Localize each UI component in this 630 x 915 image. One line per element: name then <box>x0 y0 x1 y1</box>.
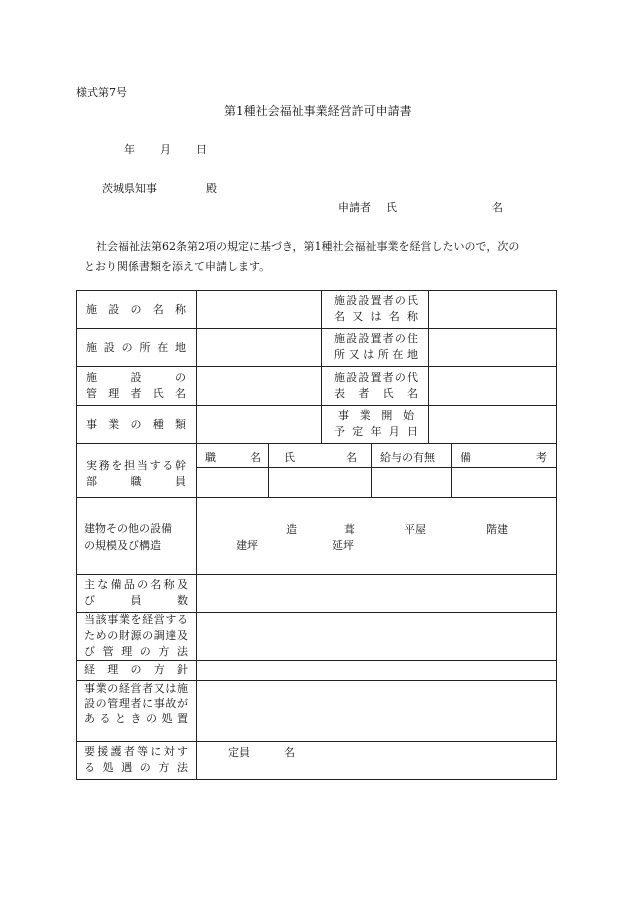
label-manager-line2: 管理者氏名 <box>86 387 186 400</box>
label-start-date-line2: 予定年月日 <box>334 425 418 438</box>
building-nobetsubo: 延坪 <box>332 539 354 552</box>
label-start-date-line1: 事業開始 <box>338 409 414 422</box>
body-text-line2: とおり関係書類を添えて申請します。 <box>84 260 271 273</box>
label-building-line1: 建物その他の設備 <box>84 522 172 535</box>
label-manager-line1: 施設の <box>86 371 186 384</box>
applicant-shi: 氏 <box>386 201 397 214</box>
form-number: 様式第7号 <box>76 86 127 99</box>
capacity-mei: 名 <box>284 746 295 759</box>
applicant-mei: 名 <box>492 201 503 214</box>
date-month: 月 <box>160 143 171 156</box>
col-post-b: 名 <box>250 451 261 464</box>
label-treatment-line2: る処遇の方法 <box>84 761 188 774</box>
label-business-type: 事業の種類 <box>86 418 186 431</box>
col-name-a: 氏 <box>284 451 295 464</box>
label-staff-line2: 部職員 <box>86 475 186 488</box>
building-fuki: 葺 <box>344 523 355 536</box>
label-accident: 事業の経営者又は施設の管理者に事故があるときの処置 <box>84 682 188 725</box>
capacity-teiin: 定員 <box>228 746 250 759</box>
label-facility-name: 施設の名称 <box>86 303 186 316</box>
building-hiraya: 平屋 <box>404 523 426 536</box>
label-facility-address: 施設の所在地 <box>86 341 186 354</box>
date-year: 年 <box>124 143 135 156</box>
addressee-governor: 茨城県知事 <box>102 182 157 195</box>
label-staff-line1: 実務を担当する幹 <box>86 459 186 472</box>
body-text-line1: 社会福祉法第62条第2項の規定に基づき，第1種社会福祉事業を経営したいので，次の <box>96 240 520 253</box>
label-equipment-line2: び員数 <box>84 594 188 607</box>
col-remarks-b: 考 <box>536 451 547 464</box>
label-building-line2: の規模及び構造 <box>84 539 161 552</box>
date-day: 日 <box>196 143 207 156</box>
applicant-label: 申請者 <box>338 201 371 214</box>
label-finance: 当該事業を経営するための財源の調達及び管理の方法 <box>84 613 188 658</box>
building-zo: 造 <box>286 523 297 536</box>
label-treatment-line1: 要援護者等に対す <box>84 745 188 758</box>
addressee-honorific: 殿 <box>206 182 217 195</box>
label-installer-address: 施設設置者の住所又は所在地 <box>334 332 418 361</box>
col-remarks-a: 備 <box>460 451 471 464</box>
building-kaidate: 階建 <box>486 523 508 536</box>
label-representative-name: 施設設置者の代表者氏名 <box>334 371 418 400</box>
label-equipment-line1: 主な備品の名称及 <box>84 578 188 591</box>
building-tsubo: 建坪 <box>236 539 258 552</box>
label-installer-name: 施設設置者の氏名又は名称 <box>334 294 418 323</box>
col-post-a: 職 <box>205 451 216 464</box>
label-policy: 経理の方針 <box>84 663 188 676</box>
document-title: 第1種社会福祉事業経営許可申請書 <box>224 104 412 118</box>
col-salary: 給与の有無 <box>380 451 435 464</box>
col-name-b: 名 <box>346 451 357 464</box>
